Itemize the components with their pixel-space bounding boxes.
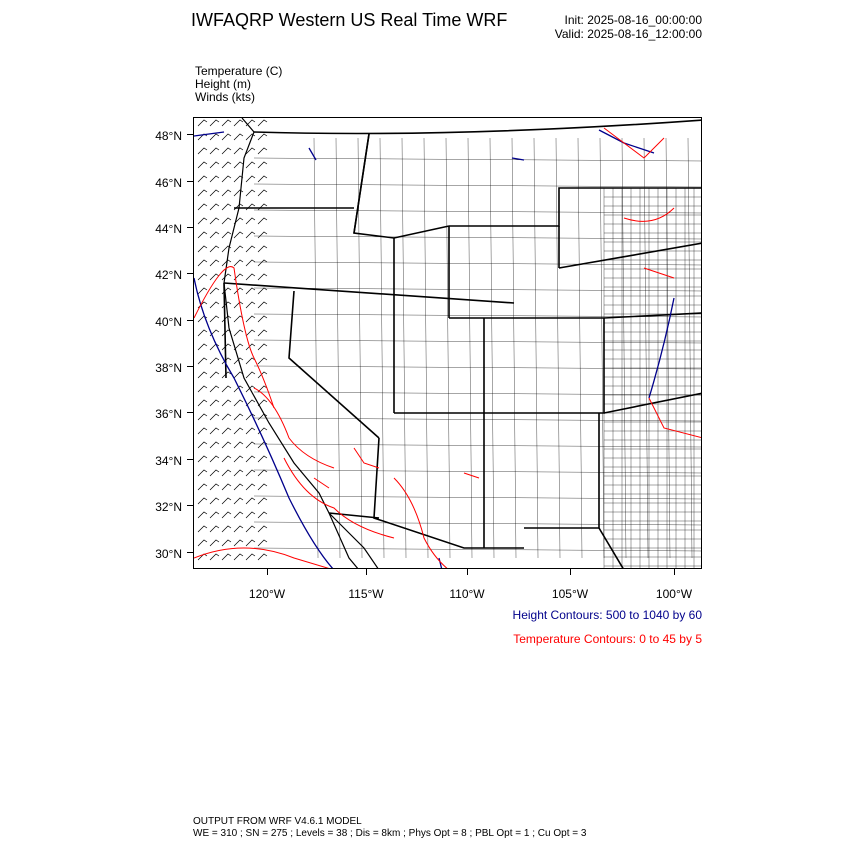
- wind-barb: [246, 316, 255, 322]
- wind-barb: [222, 232, 231, 238]
- wind-barb: [234, 470, 243, 476]
- wind-barb: [234, 134, 243, 140]
- wind-barb: [234, 316, 243, 322]
- wind-barb: [198, 498, 207, 504]
- lat-tick: [187, 181, 193, 182]
- wind-barb: [222, 442, 231, 448]
- wind-barb: [258, 470, 267, 476]
- wind-barb: [210, 148, 219, 154]
- wind-barb: [246, 498, 255, 504]
- wind-barb: [246, 302, 255, 308]
- plot-title: IWFAQRP Western US Real Time WRF: [191, 10, 508, 30]
- wind-barb: [198, 218, 207, 224]
- wind-barb: [246, 330, 255, 336]
- wind-barb: [210, 316, 219, 322]
- wind-barb: [246, 428, 255, 434]
- wind-barb: [234, 302, 243, 308]
- wind-barb: [198, 204, 207, 210]
- wind-barb: [210, 218, 219, 224]
- wind-barb: [210, 176, 219, 182]
- wind-barb: [222, 400, 231, 406]
- wind-barb: [258, 456, 267, 462]
- wind-barb: [210, 372, 219, 378]
- lon-tick: [366, 569, 367, 575]
- wind-barb: [198, 274, 207, 280]
- wind-barb: [234, 246, 243, 252]
- wind-barb: [198, 190, 207, 196]
- wind-barb: [222, 456, 231, 462]
- wind-barb: [258, 358, 267, 364]
- wind-barb: [210, 428, 219, 434]
- wind-barb: [246, 442, 255, 448]
- lat-label-42: 42°N: [155, 268, 182, 282]
- wind-barb: [246, 358, 255, 364]
- wind-barb: [198, 386, 207, 392]
- wind-barb: [210, 302, 219, 308]
- wind-barb: [222, 484, 231, 490]
- wind-barb: [234, 148, 243, 154]
- wind-barb: [198, 414, 207, 420]
- wind-barb: [246, 288, 255, 294]
- wind-barb: [198, 288, 207, 294]
- model-config-footer: WE = 310 ; SN = 275 ; Levels = 38 ; Dis = 8km ; Phys Opt = 8 ; PBL Opt = 1 ; Cu Opt = 3: [193, 828, 587, 839]
- wind-barb: [234, 456, 243, 462]
- wind-barb: [222, 344, 231, 350]
- wind-barb: [198, 162, 207, 168]
- lat-label-34: 34°N: [155, 454, 182, 468]
- wind-barb: [246, 470, 255, 476]
- wind-barb: [222, 512, 231, 518]
- lat-tick: [187, 134, 193, 135]
- wind-barb: [234, 428, 243, 434]
- wind-barb: [246, 204, 255, 210]
- wind-barb: [258, 330, 267, 336]
- lon-label-115: 115°W: [348, 587, 384, 601]
- wind-barb: [258, 148, 267, 154]
- wind-barb: [246, 246, 255, 252]
- wind-barb: [258, 120, 267, 126]
- wind-barb: [198, 484, 207, 490]
- lat-label-32: 32°N: [155, 500, 182, 514]
- wind-barb: [246, 512, 255, 518]
- wind-barb: [222, 120, 231, 126]
- wind-barb: [222, 134, 231, 140]
- wind-barb: [258, 274, 267, 280]
- lat-label-48: 48°N: [155, 129, 182, 143]
- field-temperature: Temperature (C): [195, 64, 283, 78]
- wind-barb: [222, 470, 231, 476]
- wind-barb: [222, 554, 231, 560]
- wind-barb: [222, 414, 231, 420]
- lon-tick: [570, 569, 571, 575]
- lon-tick: [674, 569, 675, 575]
- wind-barb: [210, 288, 219, 294]
- height-contour-legend: Height Contours: 500 to 1040 by 60: [512, 608, 702, 622]
- wind-barb: [246, 526, 255, 532]
- wind-barb: [198, 470, 207, 476]
- wind-barb: [258, 162, 267, 168]
- wind-barb: [210, 386, 219, 392]
- wind-barb: [222, 176, 231, 182]
- wind-barb: [246, 260, 255, 266]
- wind-barb: [198, 512, 207, 518]
- wind-barb: [246, 484, 255, 490]
- wind-barb: [258, 176, 267, 182]
- lon-label-105: 105°W: [551, 587, 589, 601]
- field-winds: Winds (kts): [195, 90, 255, 104]
- wind-barb: [198, 540, 207, 546]
- lon-tick: [267, 569, 268, 575]
- lon-label-120: 120°W: [248, 587, 286, 601]
- lat-label-46: 46°N: [155, 176, 182, 190]
- wind-barb: [210, 498, 219, 504]
- wind-barb: [210, 120, 219, 126]
- wind-barb: [210, 358, 219, 364]
- wind-barb: [234, 512, 243, 518]
- map-panel: [193, 117, 702, 569]
- wind-barb: [246, 540, 255, 546]
- wind-barb: [234, 190, 243, 196]
- wind-barb: [258, 540, 267, 546]
- wind-barb: [210, 204, 219, 210]
- lon-label-100: 100°W: [655, 587, 693, 601]
- wind-barb: [234, 162, 243, 168]
- county-borders: [254, 138, 702, 569]
- wind-barb: [246, 232, 255, 238]
- wind-barb: [258, 526, 267, 532]
- wind-barb: [234, 498, 243, 504]
- wind-barb: [234, 372, 243, 378]
- wind-barb: [222, 204, 231, 210]
- wind-barb: [222, 316, 231, 322]
- wind-barb: [258, 288, 267, 294]
- lat-tick: [187, 505, 193, 506]
- valid-time: Valid: 2025-08-16_12:00:00: [554, 27, 702, 41]
- wind-barb: [198, 372, 207, 378]
- wind-barb: [234, 442, 243, 448]
- wind-barb: [234, 540, 243, 546]
- wind-barb: [222, 540, 231, 546]
- wind-barb: [246, 274, 255, 280]
- lat-label-44: 44°N: [155, 222, 182, 236]
- wind-barb: [198, 260, 207, 266]
- state-borders: [224, 120, 702, 569]
- wind-barb: [210, 414, 219, 420]
- wind-barb: [198, 330, 207, 336]
- wind-barb: [210, 232, 219, 238]
- wind-barb: [234, 232, 243, 238]
- wind-barb: [198, 246, 207, 252]
- lat-tick: [187, 273, 193, 274]
- wind-barb: [258, 246, 267, 252]
- wind-barb: [246, 190, 255, 196]
- wind-barb: [258, 232, 267, 238]
- wind-barb: [210, 484, 219, 490]
- wind-barb: [198, 232, 207, 238]
- wind-barb: [198, 526, 207, 532]
- wind-barb: [210, 260, 219, 266]
- lat-tick: [187, 320, 193, 321]
- wind-barb: [198, 176, 207, 182]
- wind-barb: [198, 428, 207, 434]
- wind-barb: [198, 442, 207, 448]
- wind-barb: [258, 344, 267, 350]
- wind-barb: [246, 554, 255, 560]
- lat-tick: [187, 366, 193, 367]
- wind-barb: [246, 134, 255, 140]
- model-footer: OUTPUT FROM WRF V4.6.1 MODEL: [193, 816, 362, 827]
- wind-barb: [222, 190, 231, 196]
- wind-barb: [258, 484, 267, 490]
- wind-barb: [222, 498, 231, 504]
- wind-barb: [210, 162, 219, 168]
- wind-barb: [234, 526, 243, 532]
- wind-barb: [258, 218, 267, 224]
- wind-barb: [258, 204, 267, 210]
- wind-barb: [210, 400, 219, 406]
- lat-label-40: 40°N: [155, 315, 182, 329]
- wind-barb: [198, 344, 207, 350]
- wind-barb: [258, 260, 267, 266]
- lat-label-36: 36°N: [155, 407, 182, 421]
- wind-barb: [210, 134, 219, 140]
- wind-barb: [222, 526, 231, 532]
- wind-barb: [210, 554, 219, 560]
- lat-label-38: 38°N: [155, 361, 182, 375]
- wind-barb: [210, 526, 219, 532]
- wind-barb: [210, 512, 219, 518]
- wind-barb: [210, 442, 219, 448]
- wind-barb: [234, 554, 243, 560]
- wind-barb: [246, 372, 255, 378]
- wind-barb: [234, 330, 243, 336]
- wind-barb: [198, 120, 207, 126]
- wind-barb: [198, 456, 207, 462]
- wind-barb: [234, 260, 243, 266]
- wind-barb: [210, 190, 219, 196]
- wind-barb: [246, 176, 255, 182]
- wind-barb: [222, 428, 231, 434]
- lat-tick: [187, 227, 193, 228]
- wind-barb: [210, 470, 219, 476]
- wind-barb: [246, 162, 255, 168]
- wind-barb: [258, 512, 267, 518]
- field-height: Height (m): [195, 77, 252, 91]
- wind-barb: [258, 302, 267, 308]
- wind-barb: [222, 274, 231, 280]
- lon-label-110: 110°W: [449, 587, 485, 601]
- wind-barb: [210, 540, 219, 546]
- lat-tick: [187, 412, 193, 413]
- map-canvas: [194, 118, 702, 569]
- wind-barb: [234, 120, 243, 126]
- wind-barb: [222, 148, 231, 154]
- wind-barb: [246, 218, 255, 224]
- wind-barb: [246, 456, 255, 462]
- wind-barb: [222, 162, 231, 168]
- wind-barb: [222, 218, 231, 224]
- wind-barb: [222, 386, 231, 392]
- lon-tick: [467, 569, 468, 575]
- wind-barb: [198, 358, 207, 364]
- wind-barb: [210, 246, 219, 252]
- wind-barb: [234, 414, 243, 420]
- lat-tick: [187, 552, 193, 553]
- wind-barb: [198, 148, 207, 154]
- lat-tick: [187, 459, 193, 460]
- wind-barb: [234, 484, 243, 490]
- wind-barb: [234, 288, 243, 294]
- wind-barb: [258, 554, 267, 560]
- wind-barb: [210, 456, 219, 462]
- temperature-contour-legend: Temperature Contours: 0 to 45 by 5: [513, 632, 702, 646]
- coastline: [224, 118, 379, 569]
- wind-barb: [258, 134, 267, 140]
- wind-barb: [258, 190, 267, 196]
- wind-barb: [198, 400, 207, 406]
- init-time: Init: 2025-08-16_00:00:00: [564, 13, 702, 27]
- wind-barb: [234, 400, 243, 406]
- county-lines: [254, 138, 702, 569]
- wind-barb: [258, 498, 267, 504]
- wind-barb: [258, 316, 267, 322]
- lat-label-30: 30°N: [155, 547, 182, 561]
